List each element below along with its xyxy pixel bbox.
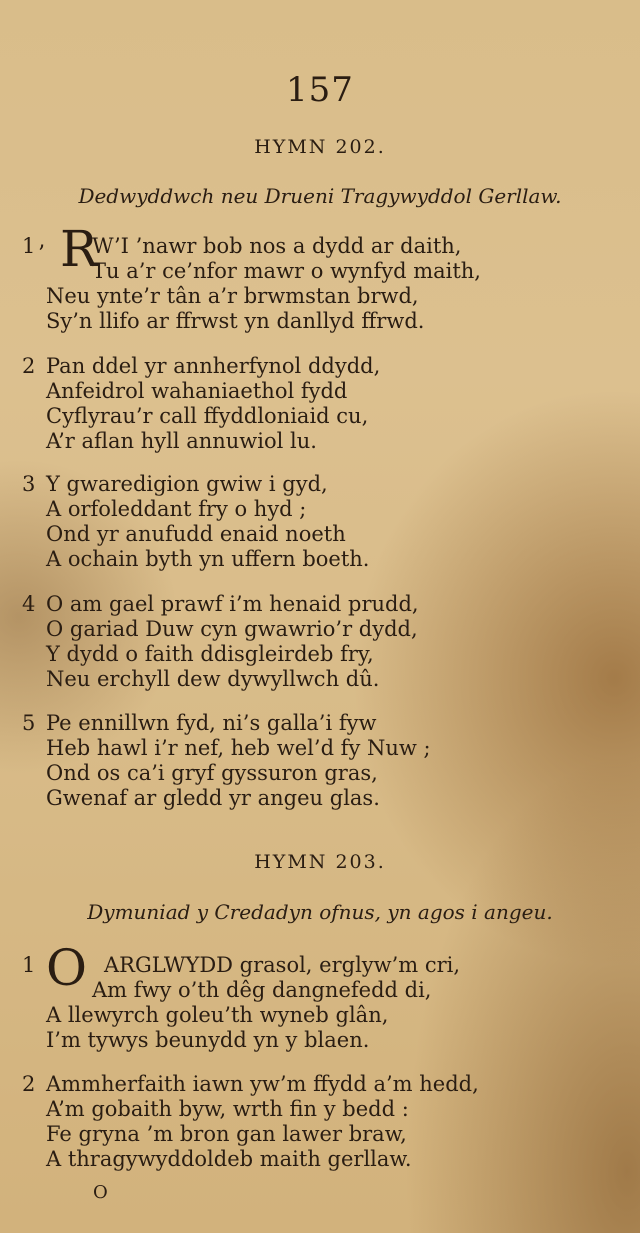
verse-line: ARGLWYDD grasol, erglyw’m cri,	[104, 953, 461, 977]
verse-line: A thragywyddoldeb maith gerllaw.	[46, 1147, 412, 1171]
hymn-203-verse-2	[0, 1072, 640, 1172]
verse-line: A’r aflan hyll annuwiol lu.	[46, 429, 317, 453]
verse-line: Fe gryna ’m bron gan lawer braw,	[46, 1122, 407, 1146]
verse-line: A’m gobaith byw, wrth fin y bedd :	[46, 1097, 409, 1121]
hymn-202-verse-1	[0, 220, 640, 334]
verse-line: Cyflyrau’r call ffyddloniaid cu,	[46, 404, 369, 428]
verse-line: Pan ddel yr annherfynol ddydd,	[46, 354, 381, 378]
verse-number: 4	[22, 592, 36, 616]
drop-cap: O	[46, 939, 87, 997]
hymn-203-subtitle: Dymuniad y Credadyn ofnus, yn agos i angeu.	[87, 900, 553, 924]
page-number: 157	[286, 70, 354, 110]
verse-line: A ochain byth yn uffern boeth.	[46, 547, 370, 571]
verse-line: A llewyrch goleu’th wyneb glân,	[46, 1003, 389, 1027]
verse-line: Neu erchyll dew dywyllwch dû.	[46, 667, 380, 691]
verse-line: Pe ennillwn fyd, ni’s galla’i fyw	[46, 711, 377, 735]
verse-line: Gwenaf ar gledd yr angeu glas.	[46, 786, 380, 810]
verse-line: Ond yr anufudd enaid noeth	[46, 522, 346, 546]
verse-line: Sy’n llifo ar ffrwst yn danllyd ffrwd.	[46, 309, 425, 333]
verse-line: Am fwy o’th dêg dangnefedd di,	[92, 978, 432, 1002]
verse-line: Heb hawl i’r nef, heb wel’d fy Nuw ;	[46, 736, 431, 760]
verse-line: Tu a’r ce’nfor mawr o wynfyd maith,	[92, 259, 481, 283]
verse-line: I’m tywys beunydd yn y blaen.	[46, 1028, 370, 1052]
verse-line: O am gael prawf i’m henaid prudd,	[46, 592, 419, 616]
verse-number: 1	[22, 953, 36, 977]
verse-number: 1	[22, 234, 36, 258]
verse-number: 2	[22, 1072, 36, 1096]
hymn-202-verse-4	[0, 592, 640, 692]
signature-mark: O	[93, 1182, 108, 1203]
verse-line: Ammherfaith iawn yw’m ffydd a’m hedd,	[46, 1072, 479, 1096]
verse-line: Y dydd o faith ddisgleirdeb fry,	[46, 642, 374, 666]
verse-line: Neu ynte’r tân a’r brwmstan brwd,	[46, 284, 419, 308]
verse-line: W’I ’nawr bob nos a dydd ar daith,	[92, 234, 462, 258]
verse-number: 5	[22, 711, 36, 735]
hymn-202-subtitle: Dedwyddwch neu Drueni Tragywyddol Gerllaw.	[78, 184, 562, 208]
drop-cap: R	[60, 220, 98, 278]
verse-number: 3	[22, 472, 36, 496]
verse-line: A orfoleddant fry o hyd ;	[46, 497, 307, 521]
hymn-202-title: HYMN 202.	[254, 136, 386, 158]
verse-line: Ond os ca’i gryf gyssuron gras,	[46, 761, 378, 785]
verse-line: O gariad Duw cyn gwawrio’r dydd,	[46, 617, 418, 641]
hymn-202-verse-3	[0, 472, 640, 572]
hymn-202-verse-2	[0, 354, 640, 454]
hymn-203-verse-1	[0, 939, 640, 1053]
hymn-202-verse-5	[0, 711, 640, 811]
apostrophe-mark: ’	[38, 242, 45, 267]
hymn-203-title: HYMN 203.	[254, 851, 386, 873]
verse-line: Y gwaredigion gwiw i gyd,	[46, 472, 328, 496]
verse-line: Anfeidrol wahaniaethol fydd	[46, 379, 348, 403]
verse-number: 2	[22, 354, 36, 378]
